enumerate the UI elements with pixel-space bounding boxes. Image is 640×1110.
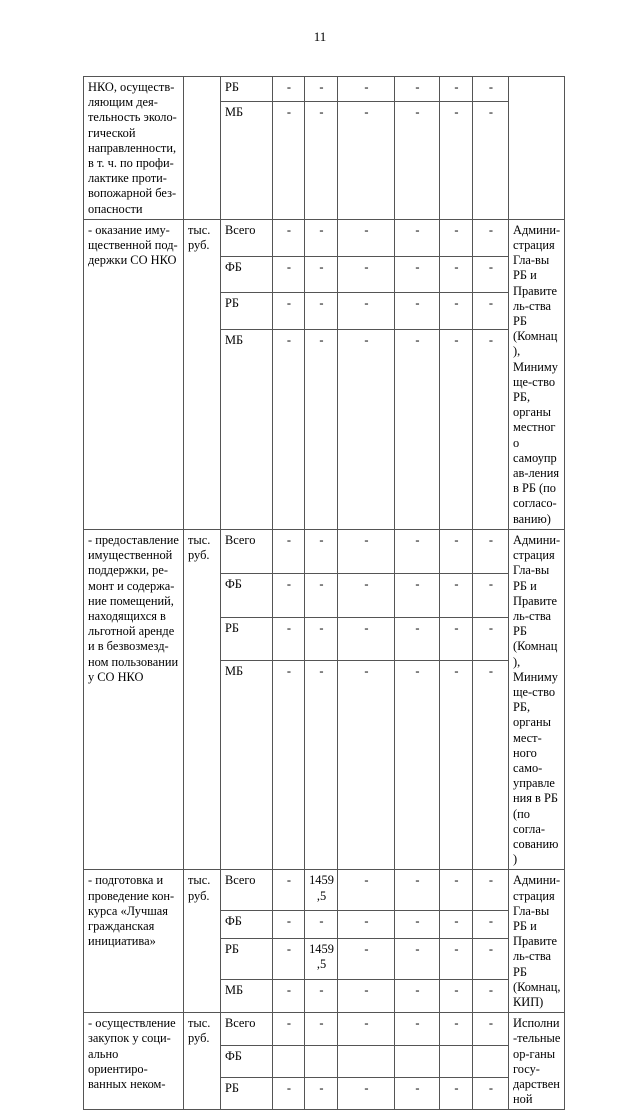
value-cell: - bbox=[473, 330, 509, 530]
value-cell: - bbox=[395, 1013, 440, 1045]
table-row bbox=[84, 77, 565, 102]
executor-cell: Админи-страция Гла-вы РБ и Правитель-ства РБ (Комнац, КИП) bbox=[509, 870, 565, 1013]
value-cell: - bbox=[273, 870, 305, 911]
funding-source-cell: РБ bbox=[221, 293, 273, 330]
value-cell: - bbox=[473, 293, 509, 330]
value-cell: - bbox=[473, 77, 509, 102]
funding-source-cell: Всего bbox=[221, 870, 273, 911]
funding-source-cell: МБ bbox=[221, 979, 273, 1013]
value-cell: - bbox=[395, 573, 440, 617]
value-cell: - bbox=[305, 293, 338, 330]
value-cell: - bbox=[305, 102, 338, 220]
value-cell: - bbox=[395, 1078, 440, 1110]
value-cell: - bbox=[305, 979, 338, 1013]
value-cell: - bbox=[273, 617, 305, 661]
value-cell: - bbox=[395, 938, 440, 979]
value-cell bbox=[440, 1045, 473, 1077]
value-cell: - bbox=[473, 1078, 509, 1110]
value-cell: - bbox=[338, 661, 395, 870]
value-cell: - bbox=[305, 219, 338, 256]
value-cell: - bbox=[273, 219, 305, 256]
value-cell: - bbox=[440, 529, 473, 573]
value-cell: - bbox=[305, 529, 338, 573]
value-cell: - bbox=[338, 911, 395, 939]
value-cell bbox=[305, 1045, 338, 1077]
value-cell: - bbox=[440, 661, 473, 870]
value-cell: - bbox=[440, 617, 473, 661]
funding-table bbox=[83, 76, 565, 1110]
value-cell: - bbox=[473, 573, 509, 617]
funding-source-cell: ФБ bbox=[221, 911, 273, 939]
value-cell: - bbox=[473, 1013, 509, 1045]
value-cell: - bbox=[305, 77, 338, 102]
value-cell: - bbox=[440, 256, 473, 293]
value-cell: 1459,5 bbox=[305, 938, 338, 979]
item-name-cell: НКО, осуществ-ляющим дея-тельность эколо-гической направленности, в т. ч. по профи-лактике проти-вопожарной без-опасности bbox=[84, 77, 184, 220]
value-cell: - bbox=[395, 256, 440, 293]
funding-source-cell: ФБ bbox=[221, 573, 273, 617]
value-cell: - bbox=[395, 979, 440, 1013]
value-cell: - bbox=[440, 102, 473, 220]
value-cell: - bbox=[338, 219, 395, 256]
value-cell: - bbox=[338, 529, 395, 573]
value-cell: - bbox=[273, 256, 305, 293]
value-cell: - bbox=[395, 77, 440, 102]
value-cell: - bbox=[440, 1078, 473, 1110]
unit-cell: тыс. руб. bbox=[184, 870, 221, 1013]
value-cell: - bbox=[273, 661, 305, 870]
value-cell: - bbox=[440, 1013, 473, 1045]
value-cell bbox=[273, 1045, 305, 1077]
value-cell: - bbox=[273, 573, 305, 617]
value-cell: - bbox=[273, 979, 305, 1013]
value-cell: - bbox=[338, 617, 395, 661]
value-cell: - bbox=[273, 77, 305, 102]
value-cell: 1459,5 bbox=[305, 870, 338, 911]
value-cell: - bbox=[473, 219, 509, 256]
item-name-cell: - осуществление закупок у соци-ально ориентиро-ванных неком- bbox=[84, 1013, 184, 1110]
value-cell: - bbox=[440, 293, 473, 330]
funding-source-cell: МБ bbox=[221, 102, 273, 220]
table-row bbox=[84, 529, 565, 573]
funding-source-cell: РБ bbox=[221, 1078, 273, 1110]
value-cell: - bbox=[273, 938, 305, 979]
unit-cell: тыс. руб. bbox=[184, 529, 221, 869]
executor-cell: Исполни-тельные ор-ганы госу-дарственной bbox=[509, 1013, 565, 1110]
executor-cell: Админи-страция Гла-вы РБ и Правитель-ства РБ (Комнац), Минимуще-ство РБ, органы мест-ного само-управления в РБ (по согла-сованию) bbox=[509, 529, 565, 869]
value-cell: - bbox=[395, 617, 440, 661]
value-cell: - bbox=[338, 870, 395, 911]
table-row bbox=[84, 219, 565, 256]
funding-source-cell: Всего bbox=[221, 219, 273, 256]
value-cell: - bbox=[395, 529, 440, 573]
value-cell: - bbox=[440, 330, 473, 530]
value-cell: - bbox=[473, 256, 509, 293]
value-cell: - bbox=[473, 617, 509, 661]
value-cell: - bbox=[395, 102, 440, 220]
item-name-cell: - подготовка и проведение кон-курса «Лучшая гражданская инициатива» bbox=[84, 870, 184, 1013]
value-cell: - bbox=[273, 529, 305, 573]
value-cell: - bbox=[338, 1013, 395, 1045]
value-cell: - bbox=[273, 1078, 305, 1110]
value-cell: - bbox=[273, 102, 305, 220]
value-cell: - bbox=[473, 870, 509, 911]
value-cell: - bbox=[338, 330, 395, 530]
funding-source-cell: РБ bbox=[221, 617, 273, 661]
value-cell: - bbox=[473, 979, 509, 1013]
value-cell: - bbox=[440, 573, 473, 617]
item-name-cell: - оказание иму-щественной под-держки СО НКО bbox=[84, 219, 184, 529]
table-row bbox=[84, 1013, 565, 1045]
value-cell: - bbox=[473, 938, 509, 979]
value-cell: - bbox=[440, 911, 473, 939]
value-cell bbox=[395, 1045, 440, 1077]
value-cell: - bbox=[338, 77, 395, 102]
value-cell: - bbox=[305, 1013, 338, 1045]
value-cell: - bbox=[440, 979, 473, 1013]
value-cell: - bbox=[338, 938, 395, 979]
page-number: 11 bbox=[313, 29, 327, 44]
funding-source-cell: МБ bbox=[221, 330, 273, 530]
unit-cell: тыс. руб. bbox=[184, 1013, 221, 1110]
value-cell: - bbox=[273, 330, 305, 530]
funding-source-cell: РБ bbox=[221, 938, 273, 979]
value-cell: - bbox=[305, 617, 338, 661]
value-cell: - bbox=[305, 256, 338, 293]
value-cell: - bbox=[440, 77, 473, 102]
funding-source-cell: РБ bbox=[221, 77, 273, 102]
value-cell bbox=[338, 1045, 395, 1077]
unit-cell bbox=[184, 77, 221, 220]
value-cell: - bbox=[440, 938, 473, 979]
funding-source-cell: ФБ bbox=[221, 256, 273, 293]
funding-source-cell: Всего bbox=[221, 529, 273, 573]
value-cell: - bbox=[305, 330, 338, 530]
executor-cell bbox=[509, 77, 565, 220]
value-cell: - bbox=[395, 911, 440, 939]
value-cell: - bbox=[473, 529, 509, 573]
value-cell: - bbox=[440, 870, 473, 911]
value-cell: - bbox=[338, 1078, 395, 1110]
funding-source-cell: МБ bbox=[221, 661, 273, 870]
value-cell bbox=[473, 1045, 509, 1077]
value-cell: - bbox=[338, 293, 395, 330]
value-cell: - bbox=[338, 102, 395, 220]
value-cell: - bbox=[395, 870, 440, 911]
value-cell: - bbox=[305, 661, 338, 870]
executor-cell: Админи-страция Гла-вы РБ и Правитель-ства РБ (Комнац), Минимуще-ство РБ, органы местного самоуправ-ления в РБ (по согласо-ванию) bbox=[509, 219, 565, 529]
value-cell: - bbox=[305, 1078, 338, 1110]
funding-source-cell: ФБ bbox=[221, 1045, 273, 1077]
value-cell: - bbox=[305, 573, 338, 617]
value-cell: - bbox=[395, 661, 440, 870]
funding-source-cell: Всего bbox=[221, 1013, 273, 1045]
value-cell: - bbox=[473, 661, 509, 870]
value-cell: - bbox=[338, 256, 395, 293]
value-cell: - bbox=[273, 293, 305, 330]
value-cell: - bbox=[395, 293, 440, 330]
value-cell: - bbox=[473, 102, 509, 220]
value-cell: - bbox=[473, 911, 509, 939]
value-cell: - bbox=[395, 219, 440, 256]
value-cell: - bbox=[273, 911, 305, 939]
value-cell: - bbox=[338, 979, 395, 1013]
value-cell: - bbox=[440, 219, 473, 256]
item-name-cell: - предоставление имущественной поддержки, ре-монт и содержа-ние помещений, находящихся в льготной аренде и в безвозмезд-ном пользовании у СО НКО bbox=[84, 529, 184, 869]
value-cell: - bbox=[305, 911, 338, 939]
value-cell: - bbox=[273, 1013, 305, 1045]
unit-cell: тыс. руб. bbox=[184, 219, 221, 529]
table-row bbox=[84, 870, 565, 911]
value-cell: - bbox=[395, 330, 440, 530]
value-cell: - bbox=[338, 573, 395, 617]
